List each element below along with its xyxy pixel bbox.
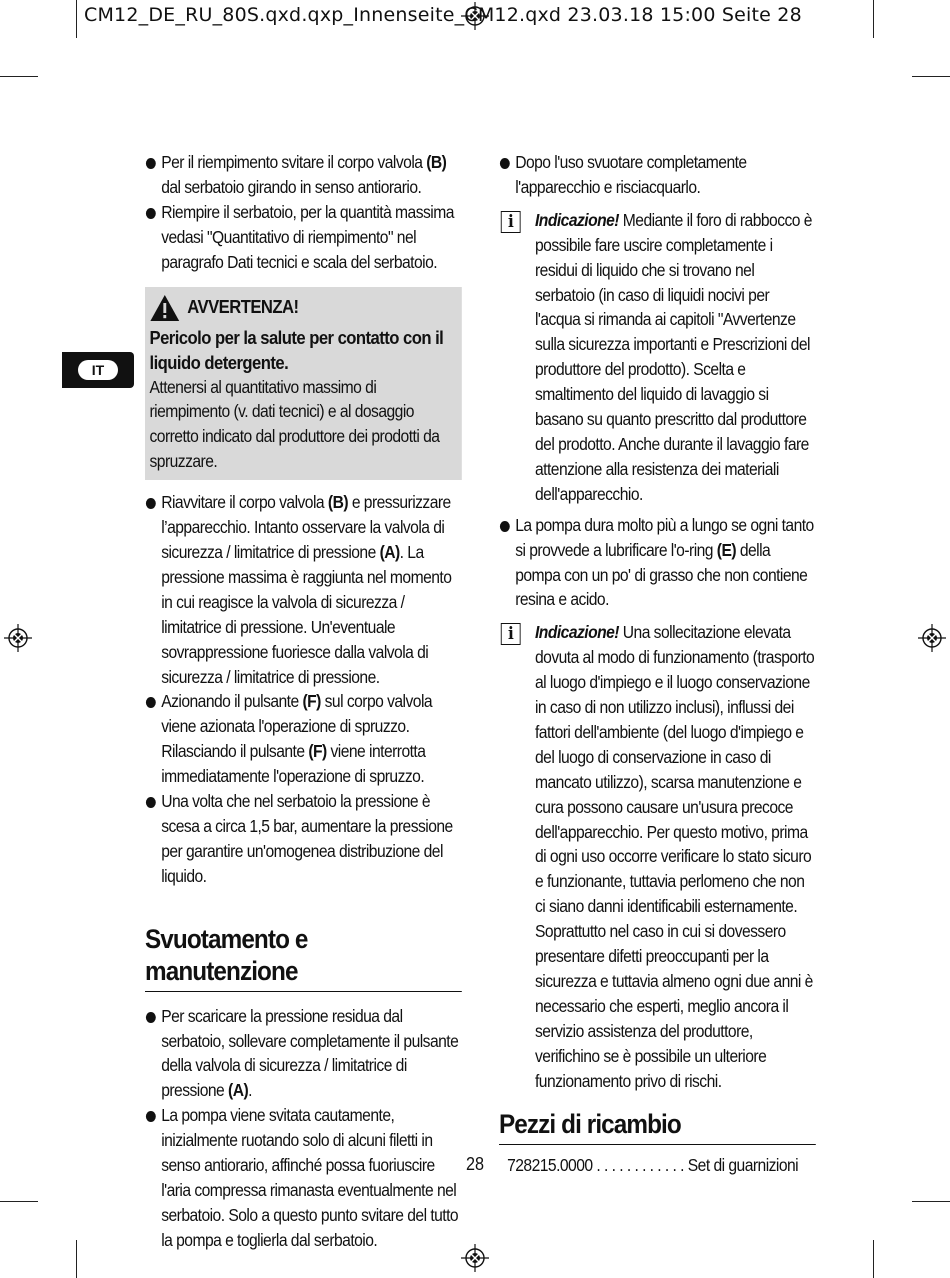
parts-title: Pezzi di ricambio <box>499 1108 816 1145</box>
bullet-item: La pompa dura molto più a lungo se ogni tanto si provvede a lubrificare l'o-ring (E) della pompa con un po' di grasso che non contiene resina e acido. <box>499 513 816 613</box>
print-slug-header: CM12_DE_RU_80S.qxd.qxp_Innenseite_CM12.qxd 23.03.18 15:00 Seite 28 <box>84 4 802 26</box>
warning-triangle-icon <box>150 294 181 322</box>
crop-mark <box>76 1240 77 1278</box>
bullet-item: Riavvitare il corpo valvola (B) e pressurizzare l’apparecchio. Intanto osservare la valvola di sicurezza / limitatrice di pressione (A). La pressione massima è raggiunta nel momento in cui reagisce la valvola di sicurezza / limitatrice di pressione. Un'eventuale sovrappressione fuoriesce dalla valvola di sicurezza / limitatrice di pressione. <box>145 490 462 689</box>
parts-row: 728215.0000 . . . . . . . . . . . . Set di guarnizioni <box>507 1154 799 1175</box>
warning-box <box>145 287 462 481</box>
note-body: Una sollecitazione elevata dovuta al modo di funzionamento (trasporto al luogo d'impiego e il luogo conservazione in caso di non utilizzo inclusi), influssi dei fattori dell'ambiente (del luogo d'impiego e del luogo di conservazione in caso di mancato utilizzo), scarsa manutenzione e cura possono causare un'usura precoce dell'apparecchio. Per questo motivo, prima di ogni uso occorre verificare lo stato sicuro e funzionante, tuttavia perlomeno che non ci siano danni identificabili esternamente. Soprattutto nel caso in cui si dovessero presentare difetti preoccupanti per la sicurezza e tuttavia almeno ogni due anni è necessario che esperti, meglio ancora il servizio assistenza del produttore, verifichino se è possibile un ulteriore funzionamento privo di rischi. <box>535 622 815 1091</box>
bullet-list <box>145 490 462 889</box>
note-title: Indicazione! <box>535 209 619 230</box>
bullet-item: Per il riempimento svitare il corpo valvola (B) dal serbatoio girando in senso antiorario. <box>145 150 462 200</box>
language-tab-label: IT <box>78 360 118 380</box>
section-title: Svuotamento e manutenzione <box>145 923 462 992</box>
info-icon: i <box>501 623 521 645</box>
left-column <box>145 150 462 1253</box>
bullet-item: Riempire il serbatoio, per la quantità massima vedasi "Quantitativo di riempimento" nel paragrafo Dati tecnici e scala del serbatoio. <box>145 200 462 275</box>
bullet-list <box>499 150 816 200</box>
note-block <box>499 620 816 1093</box>
crop-mark <box>0 1201 38 1202</box>
crop-mark <box>0 76 38 77</box>
warning-heading <box>150 291 458 325</box>
warning-heading-text: AVVERTENZA! <box>187 296 299 318</box>
warning-body: Attenersi al quantitativo massimo di riempimento (v. dati tecnici) e al dosaggio corretto indicato dal produttore dei prodotti da spruzzare. <box>149 376 440 472</box>
note-block <box>499 208 816 507</box>
info-icon: i <box>501 211 521 233</box>
crop-mark <box>76 0 77 38</box>
bullet-list <box>145 1004 462 1253</box>
bullet-list <box>145 150 462 275</box>
registration-mark-icon <box>4 624 32 652</box>
bullet-item: La pompa viene svitata cautamente, inizialmente ruotando solo di alcuni filetti in senso antiorario, affinché possa fuoriuscire l'aria compressa rimanasta eventualmente nel serbatoio. Solo a questo punto svitare del tutto la pompa e toglierla dal serbatoio. <box>145 1103 462 1252</box>
bullet-item: Una volta che nel serbatoio la pressione è scesa a circa 1,5 bar, aumentare la pressione per garantire un'omogenea distribuzione del liquido. <box>145 789 462 889</box>
registration-mark-icon <box>461 1244 489 1272</box>
crop-mark <box>873 1240 874 1278</box>
bullet-item: Dopo l'uso svuotare completamente l'apparecchio e risciacquarlo. <box>499 150 816 200</box>
language-tab <box>62 352 134 388</box>
bullet-list <box>499 513 816 613</box>
note-body: Mediante il foro di rabbocco è possibile fare uscire completamente i residui di liquido che si trovano nel serbatoio (in caso di liquidi nocivi per l'acqua si rimanda ai capitoli "Avvertenze sulla sicurezza importanti e Prescrizioni del produttore del prodotto). Scelta e smaltimento del liquido di lavaggio si basano su quanto prescritto dal produttore del prodotto. Anche durante il lavaggio fare attenzione alla resistenza dei materiali dell'apparecchio. <box>535 209 812 504</box>
warning-subheading: Pericolo per la salute per contatto con il liquido detergente. <box>149 326 444 373</box>
registration-mark-icon <box>918 624 946 652</box>
note-title: Indicazione! <box>535 622 619 643</box>
crop-mark <box>912 1201 950 1202</box>
crop-mark <box>912 76 950 77</box>
page-number: 28 <box>466 1154 485 1174</box>
right-column <box>499 150 816 1177</box>
bullet-item: Azionando il pulsante (F) sul corpo valvola viene azionata l'operazione di spruzzo. Rilasciando il pulsante (F) viene interrotta immediatamente l'operazione di spruzzo. <box>145 689 462 789</box>
bullet-item: Per scaricare la pressione residua dal serbatoio, sollevare completamente il pulsante della valvola di sicurezza / limitatrice di pressione (A). <box>145 1004 462 1104</box>
